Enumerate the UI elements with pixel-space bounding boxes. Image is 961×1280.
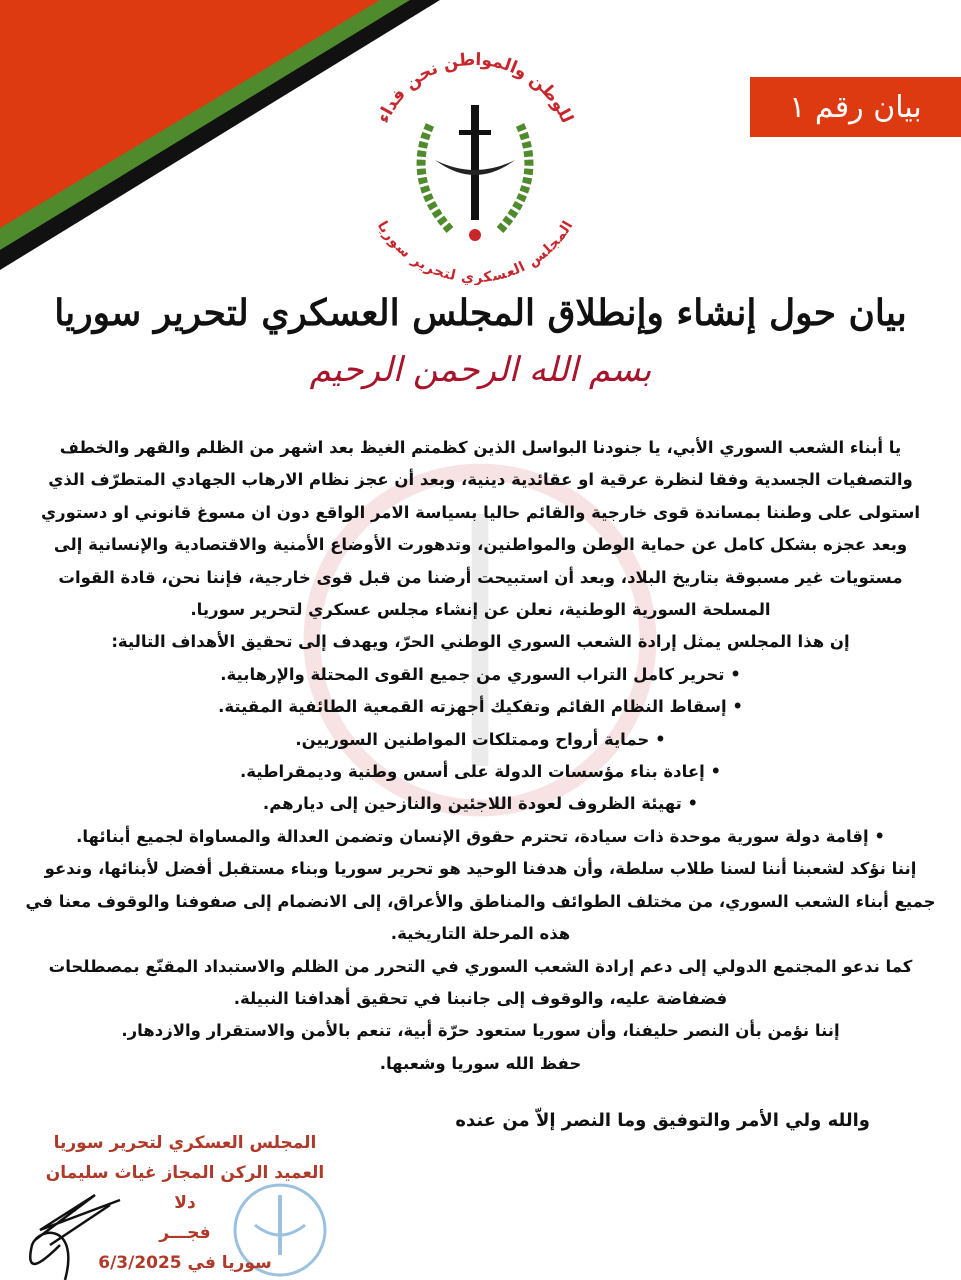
body-line: والتصفيات الجسدية وفقا لنظرة عرقية او عقائدية دينية، وبعد أن عجز نظام الارهاب الجهادي المتطرّف الذي xyxy=(48,470,913,490)
goal-bullet-item: • حماية أرواح وممتلكات المواطنين السوريين. xyxy=(295,729,666,749)
laurel-right-icon xyxy=(500,125,529,230)
military-council-logo xyxy=(355,30,595,285)
body-line: إن هذا المجلس يمثل إرادة الشعب السوري الوطني الحرّ، ويهدف إلى تحقيق الأهداف التالية: xyxy=(111,632,850,652)
body-line: المسلحة السورية الوطنية، نعلن عن إنشاء مجلس عسكري لتحرير سوريا. xyxy=(190,600,771,620)
statement-number-badge: بيان رقم ١ xyxy=(750,77,961,137)
body-line: هذه المرحلة التاريخية. xyxy=(390,924,571,944)
handwritten-signature xyxy=(20,1185,130,1280)
statement-body xyxy=(20,432,941,1080)
closing-line: والله ولي الأمر والتوفيق وما النصر إلاّ من عنده xyxy=(455,1110,870,1131)
goal-bullet-item: • تحرير كامل التراب السوري من جميع القوى المحتلة والإرهابية. xyxy=(220,664,741,684)
signature-word: فجـــر xyxy=(159,1223,211,1243)
goal-bullet-item: • إعادة بناء مؤسسات الدولة على أسس وطنية وديمقراطية. xyxy=(239,762,722,782)
body-line: إننا نؤكد لشعبنا أننا لسنا طلاب سلطة، وأن هدفنا الوحيد هو تحرير سوريا وبناء مستقبل أفضل لأبنائها، وندعو xyxy=(44,859,917,879)
signature-name: العميد الركن المجاز غياث سليمان دلا xyxy=(45,1163,325,1213)
body-line: كما ندعو المجتمع الدولي إلى دعم إرادة الشعب السوري في التحرر من الظلم والاستبداد المقنّع بمصطلحات xyxy=(48,956,913,976)
logo-top-text: للوطن والمواطن نحن فداء xyxy=(373,49,577,127)
body-line: جميع أبناء الشعب السوري، من مختلف الطوائف والمناطق والأعراق، إلى الانضمام إلى صفوفنا والوقوف معنا في xyxy=(25,891,936,911)
svg-text:المجلس العسكري لتحرير سوريا xyxy=(374,218,576,285)
body-line: وبعد عجزه بشكل كامل عن حماية الوطن والمواطنين، وتدهورت الأوضاع الأمنية والاقتصادية والإنسانية إلى xyxy=(53,535,908,555)
basmala-calligraphy: بسم الله الرحمن الرحيم xyxy=(309,350,652,390)
laurel-left-icon xyxy=(421,125,450,230)
body-line: إننا نؤمن بأن النصر حليفنا، وأن سوريا ستعود حرّة أبية، تنعم بالأمن والاستقرار والازدهار. xyxy=(121,1021,840,1041)
goal-bullet-item: • إقامة دولة سورية موحدة ذات سيادة، تحترم حقوق الإنسان وتضمن العدالة والمساواة لجميع أبنائها. xyxy=(76,826,885,846)
goal-bullet-item: • إسقاط النظام القائم وتفكيك أجهزته القمعية الطائفية المقيتة. xyxy=(218,697,743,717)
star-icon xyxy=(469,229,481,241)
body-line: يا أبناء الشعب السوري الأبي، يا جنودنا البواسل الذين كظمتم الغيظ بعد اشهر من الظلم والقهر والخطف xyxy=(59,438,902,457)
body-line: استولى على وطننا بمساندة قوى خارجية والقائم حاليا بسياسة الامر الواقع دون ان مسوغ قانوني او دستوري xyxy=(40,502,921,522)
signature-date: سوريا في 6/3/2025 xyxy=(98,1253,272,1273)
logo-bottom-text: المجلس العسكري لتحرير سوريا xyxy=(374,218,576,285)
body-line: حفظ الله سوريا وشعبها. xyxy=(379,1053,582,1073)
body-line: مستويات غير مسبوقة بتاريخ البلاد، وبعد أن استبيحت أرضنا من قبل قوى خارجية، فإننا نحن، قادة القوات xyxy=(58,567,903,587)
signature-org: المجلس العسكري لتحرير سوريا xyxy=(53,1133,317,1153)
goal-bullet-item: • تهيئة الظروف لعودة اللاجئين والنازحين إلى ديارهم. xyxy=(262,794,699,814)
document-title: بيان حول إنشاء وإنطلاق المجلس العسكري لتحرير سوريا xyxy=(54,292,907,334)
sword-icon xyxy=(471,105,479,220)
body-line: فضفاضة عليه، والوقوف إلى جانبنا في تحقيق أهدافنا النبيلة. xyxy=(233,988,728,1008)
